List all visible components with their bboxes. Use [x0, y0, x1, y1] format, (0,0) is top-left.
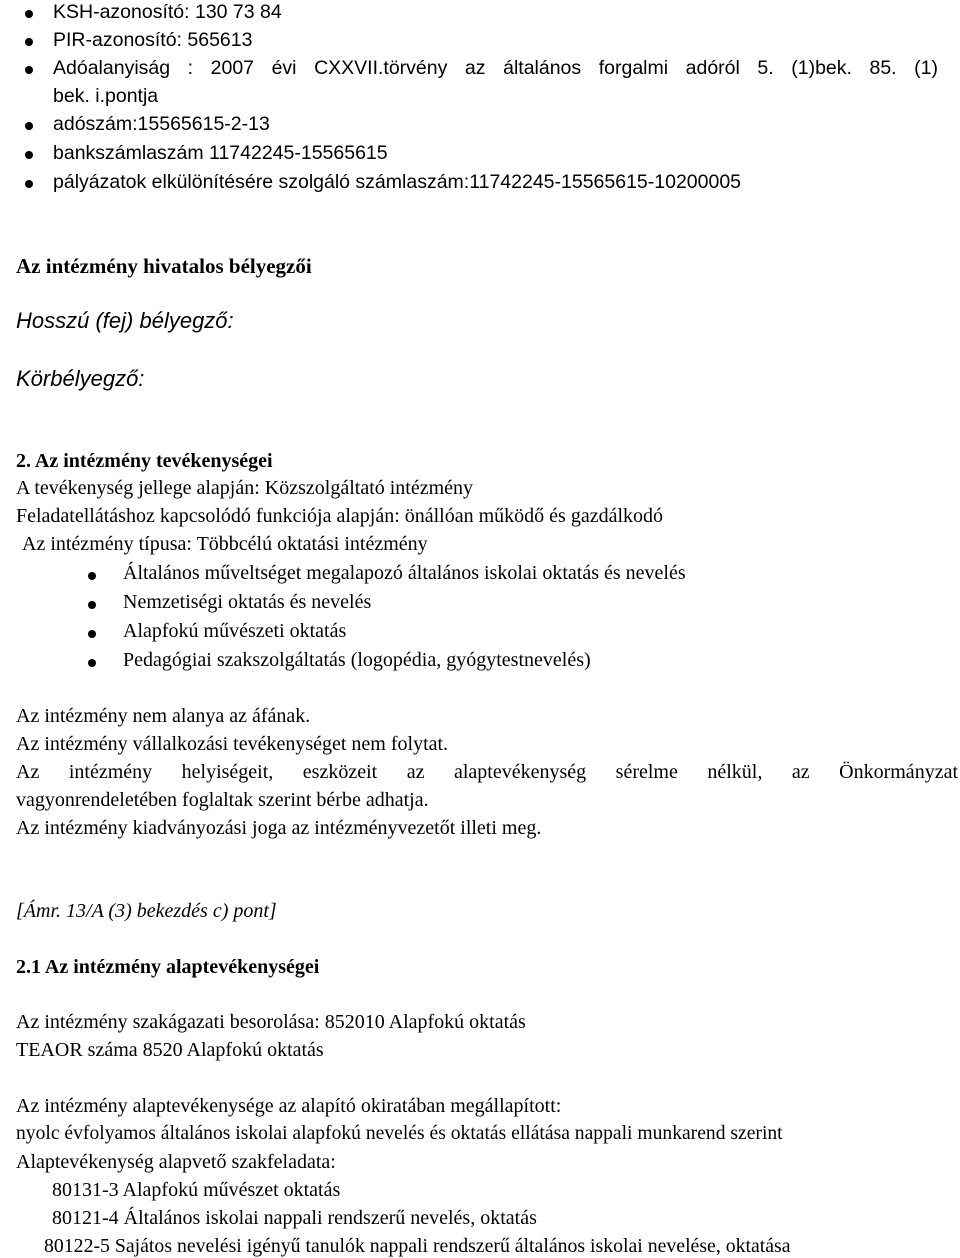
bullet-icon [88, 572, 96, 580]
vat-note: Az intézmény nem alanya az áfának. [16, 705, 311, 727]
bullet-icon [88, 659, 96, 667]
activity-nature: A tevékenység jellege alapján: Közszolgáltató intézmény [16, 477, 474, 499]
type-item: Alapfokú művészeti oktatás [123, 620, 347, 642]
teaor-number: TEAOR száma 8520 Alapfokú oktatás [16, 1039, 324, 1061]
premises-note-cont: vagyonrendeletében foglaltak szerint bérbe adhatja. [16, 789, 429, 811]
type-item: Nemzetiségi oktatás és nevelés [123, 591, 372, 613]
bank-account: bankszámlaszám 11742245-15565615 [53, 142, 388, 164]
task-code-item: 80121-4 Általános iskolai nappali rendszerű nevelés, oktatás [52, 1207, 537, 1229]
business-note: Az intézmény vállalkozási tevékenységet nem folytat. [16, 733, 449, 755]
tax-status: Adóalanyiság : 2007 évi CXXVII.törvény az általános forgalmi adóról 5. (1)bek. 85. (1) [53, 57, 938, 79]
bullet-icon [25, 151, 33, 159]
bullet-icon [88, 630, 96, 638]
task-code-item: 80122-5 Sajátos nevelési igényű tanulók nappali rendszerű általános iskolai nevelése, oktatása [44, 1235, 791, 1257]
bullet-icon [25, 38, 33, 46]
type-item: Általános műveltséget megalapozó általános iskolai oktatás és nevelés [123, 562, 686, 584]
premises-note: Az intézmény helyiségeit, eszközeit az alaptevékenység sérelme nélkül, az Önkormányzat [16, 761, 958, 783]
type-item: Pedagógiai szakszolgáltatás (logopédia, gyógytestnevelés) [123, 649, 591, 671]
core-task-label: Alaptevékenység alapvető szakfeladata: [16, 1151, 336, 1173]
core-activity-desc: nyolc évfolyamos általános iskolai alapfokú nevelés és oktatás ellátása nappali munkarend szerint [16, 1123, 783, 1144]
legal-reference: [Ámr. 13/A (3) bekezdés c) pont] [16, 900, 277, 922]
publishing-note: Az intézmény kiadványozási joga az intézményvezetőt illeti meg. [16, 817, 542, 839]
section-2-heading: 2. Az intézmény tevékenységei [16, 450, 273, 472]
sector-classification: Az intézmény szakágazati besorolása: 852010 Alapfokú oktatás [16, 1011, 526, 1033]
bullet-icon [88, 601, 96, 609]
round-stamp-label: Körbélyegző: [16, 366, 145, 391]
bullet-icon [25, 66, 33, 74]
tax-number: adószám:15565615-2-13 [53, 113, 270, 135]
tax-status-cont: bek. i.pontja [53, 85, 159, 107]
section-2-1-heading: 2.1 Az intézmény alaptevékenységei [16, 956, 320, 978]
long-stamp-label: Hosszú (fej) bélyegző: [16, 308, 234, 333]
institution-type: Az intézmény típusa: Többcélú oktatási intézmény [22, 533, 428, 555]
bullet-icon [25, 122, 33, 130]
bullet-icon [25, 180, 33, 188]
task-code-item: 80131-3 Alapfokú művészet oktatás [52, 1179, 341, 1201]
activity-function: Feladatellátáshoz kapcsolódó funkciója alapján: önállóan működő és gazdálkodó [16, 505, 664, 527]
pir-id: PIR-azonosító: 565613 [53, 29, 253, 51]
stamps-heading: Az intézmény hivatalos bélyegzői [16, 254, 312, 278]
ksh-id: KSH-azonosító: 130 73 84 [53, 1, 282, 23]
bullet-icon [25, 10, 33, 18]
tender-account: pályázatok elkülönítésére szolgáló számlaszám:11742245-15565615-10200005 [53, 171, 742, 193]
core-activity-intro: Az intézmény alaptevékenysége az alapító okiratában megállapított: [16, 1095, 562, 1117]
